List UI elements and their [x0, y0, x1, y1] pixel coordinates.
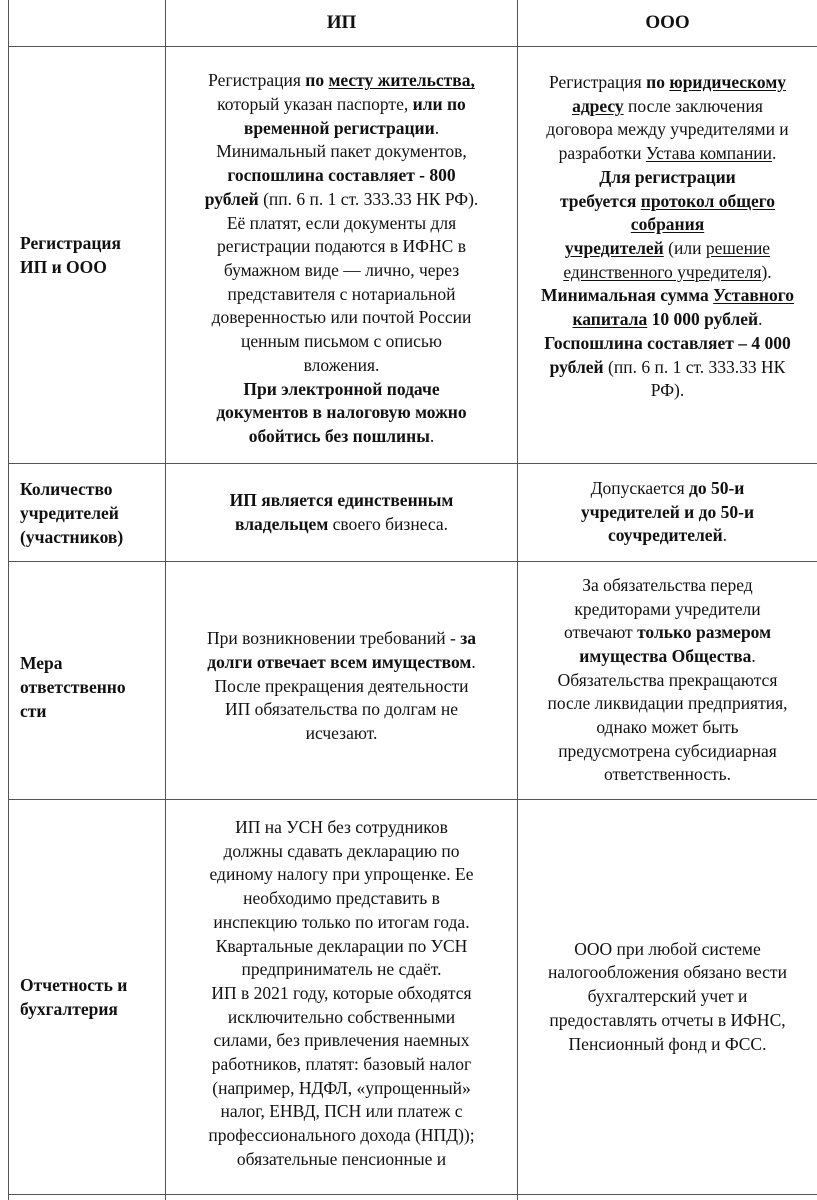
- ip-cell: [165, 464, 518, 561]
- comparison-table: [8, 0, 817, 1200]
- table-header-row: [8, 0, 817, 46]
- ooo-cell-text: За обязательства перед кредиторами учредители отвечают только размером имущества Общества. Обязательства прекращаются после ликвидации предприятия, однако может быть предусмотрена субсидиарная ответственность.: [547, 574, 788, 785]
- ooo-cell: [518, 562, 817, 799]
- ip-cell-text: Регистрация по месту жительства, который указан паспорте, или по временной регистрации. Минимальный пакет документов, госпошлина составляет - 800 рублей (пп. 6 п. 1 ст. 333.33 НК РФ). Её платят, если документы для регистрации подаются в ИФНС в бумажном виде — лично, через представителя с нотариальной доверенностью или почтой России ценным письмом с описью вложения. При электронной подаче документов в налоговую можно обойтись без пошлины.: [204, 70, 479, 446]
- header-ooo-label: ООО: [645, 12, 690, 33]
- ip-cell-text: При возникновении требований - за долги отвечает всем имуществом. После прекращения деятельности ИП обязательства по долгам не исчезают.: [207, 628, 476, 744]
- row-label: [8, 47, 165, 463]
- ip-cell-text: ИП на УСН без сотрудников должны сдавать декларацию по единому налогу при упрощенке. Ее необходимо представить в инспекцию только по итогам года. Квартальные декларации по УСН предприниматель не сдаёт. ИП в 2021 году, которые обходятся исключительно собственными силами, без привлечения наемных работников, платят: базовый налог (например, НДФЛ, «упрощенный» налог, ЕНВД, ПСН или платеж с профессионального дохода (НПД)); обязательные пенсионные и: [208, 817, 475, 1169]
- row-label-text: Количество учредителей (участников): [20, 478, 124, 547]
- table-row: [8, 464, 817, 561]
- ip-cell: [165, 47, 518, 463]
- ooo-cell: [518, 464, 817, 561]
- header-ip: [165, 0, 518, 46]
- header-ooo: [518, 0, 817, 46]
- ooo-cell: [518, 47, 817, 463]
- row-label: [8, 800, 165, 1194]
- ip-cell: [165, 562, 518, 799]
- ooo-cell-text: Регистрация по юридическому адресу после заключения договора между учредителями и разработки Устава компании. Для регистрации требуется протокол общего собрания учредителей (или решение единственного учредителя). Минимальная сумма Уставного капитала 10 000 рублей. Госпошлина составляет – 4 000 рублей (пп. 6 п. 1 ст. 333.33 НК РФ).: [541, 72, 794, 401]
- row-label: [8, 464, 165, 561]
- ooo-cell-text: ООО при любой системе налогообложения обязано вести бухгалтерский учет и предоставлять отчеты в ИФНС, Пенсионный фонд и ФСС.: [548, 938, 787, 1054]
- row-label-text: Регистрация ИП и ООО: [20, 233, 121, 277]
- header-empty-cell: [8, 0, 165, 46]
- header-ip-label: ИП: [326, 12, 357, 33]
- ip-cell-text: ИП является единственным владельцем своего бизнеса.: [229, 489, 454, 534]
- table-row: [8, 47, 817, 463]
- ooo-cell-text: Допускается до 50-и учредителей и до 50-и соучредителей.: [580, 477, 755, 546]
- table-row: [8, 562, 817, 799]
- ip-cell: [165, 800, 518, 1194]
- row-label-text: Мера ответственно сти: [20, 652, 126, 721]
- table-row: [8, 800, 817, 1194]
- table-rule: [8, 1194, 817, 1195]
- row-label-text: Отчетность и бухгалтерия: [20, 975, 128, 1019]
- row-label: [8, 562, 165, 799]
- ooo-cell: [518, 800, 817, 1194]
